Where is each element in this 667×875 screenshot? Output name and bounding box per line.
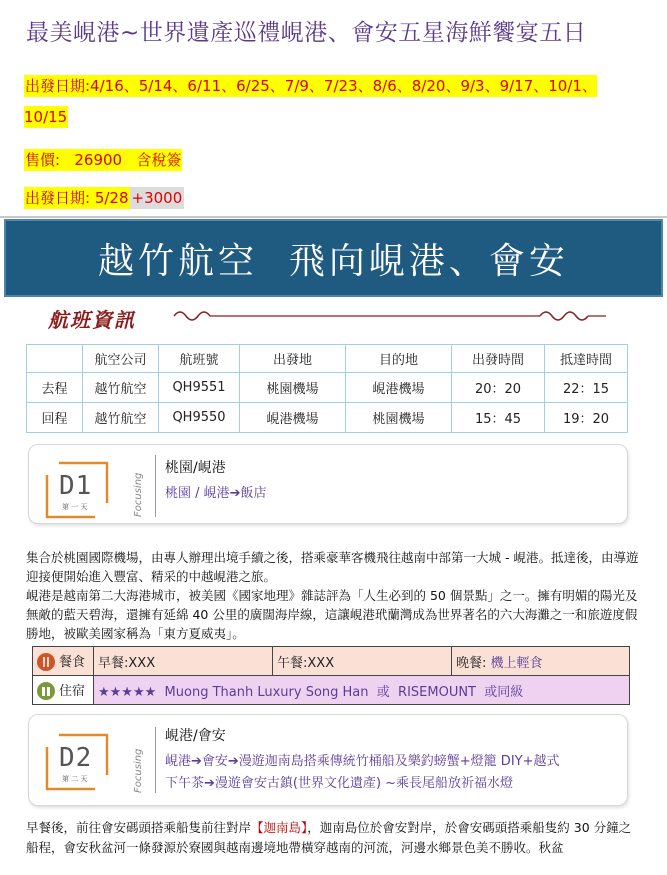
meal-icon — [37, 653, 55, 671]
day1-focusing-label: Focusing — [133, 472, 144, 517]
table-header-cell: 航班號 — [159, 345, 240, 373]
day1-title: 桃園/峴港 — [165, 460, 226, 476]
table-cell: QH9551 — [159, 373, 240, 403]
day2-focusing-label: Focusing — [133, 748, 144, 793]
table-cell: 越竹航空 — [83, 373, 159, 403]
divider — [155, 455, 156, 517]
day2-badge-sub: 第 二 天 — [62, 775, 88, 783]
day2-title: 峴港/會安 — [165, 728, 226, 744]
day2-badge-number: D2 — [59, 743, 93, 773]
stay-row — [33, 676, 630, 705]
meal-row — [33, 647, 630, 676]
table-header-cell: 出發地 — [240, 345, 346, 373]
day1-badge-number: D1 — [59, 471, 93, 501]
dinner-cell: 晚餐: 機上輕食 — [452, 647, 630, 676]
table-cell: 越竹航空 — [83, 403, 159, 433]
hotel-icon — [37, 682, 55, 700]
day2-route: 峴港➔會安➔漫遊迦南島搭乘傳統竹桶船及樂釣螃蟹+燈籠 DIY+越式 下午茶➔漫遊會安古鎮(世界文化遺產) ~乘長尾船放祈福水燈 — [165, 754, 560, 791]
departure-special: 出發日期: 5/28 +3000 — [25, 189, 183, 207]
table-row — [27, 403, 628, 433]
day1-meal-stay-table — [32, 646, 630, 705]
table-cell: 桃園機場 — [240, 373, 346, 403]
divider — [0, 216, 667, 218]
breakfast-cell: 早餐:XXX — [94, 647, 273, 676]
star-rating-icon: ★★★★★ — [98, 684, 157, 700]
day2-header-box — [28, 714, 628, 806]
airline-banner: 越竹航空 飛向峴港、會安 — [4, 219, 663, 297]
table-cell: 桃園機場 — [346, 403, 452, 433]
divider — [155, 727, 156, 793]
table-header-cell: 出發時間 — [452, 345, 545, 373]
stay-cell: ★★★★★ Muong Thanh Luxury Song Han 或 RISEMOUNT 或同級 — [94, 676, 630, 705]
table-header-cell: 目的地 — [346, 345, 452, 373]
table-cell: 22：15 — [545, 373, 628, 403]
price: 售價: 26900 含稅簽 — [25, 151, 182, 169]
table-cell: 19：20 — [545, 403, 628, 433]
table-cell: 15：45 — [452, 403, 545, 433]
departure-dates: 出發日期:4/16、5/14、6/11、6/25、7/9、7/23、8/6、8/20、9/3、9/17、10/1、10/15 — [24, 77, 597, 126]
day1-badge-sub: 第 一 天 — [62, 503, 88, 511]
day2-badge — [45, 733, 115, 791]
table-header-row — [27, 345, 628, 373]
ornament-line-icon — [170, 306, 610, 326]
day1-route: 桃園 / 峴港➔飯店 — [165, 486, 267, 501]
page-title: 最美峴港~世界遺產巡禮峴港、會安五星海鮮饗宴五日 — [26, 20, 587, 46]
day1-badge — [45, 461, 115, 519]
meal-label-cell: 餐食 — [33, 647, 94, 676]
table-cell: 峴港機場 — [346, 373, 452, 403]
table-cell: 峴港機場 — [240, 403, 346, 433]
table-cell: 回程 — [27, 403, 83, 433]
day1-description: 集合於桃園國際機場，由專人辦理出境手續之後，搭乘豪華客機飛往越南中部第一大城 - 峴港。抵達後，由導遊迎接便開始進入豐富、精采的中越峴港之旅。 峴港是越南第二大海港城市，被美國《國家地理》雜誌評為「人生必到的 50 個景點」之一。擁有明媚的陽光及無敵的藍天碧海，還擁有延綿 40 公里的廣闊海岸線，這讓峴港玳蘭灣成為世界著名的六大海灘之一和旅遊度假勝地，被歐美國家稱為「東方夏威夷」。 — [26, 550, 639, 641]
table-header-cell — [27, 345, 83, 373]
flight-info-title: 航班資訊 — [48, 308, 136, 332]
table-cell: 去程 — [27, 373, 83, 403]
day1-header-box — [28, 444, 628, 524]
table-cell: QH9550 — [159, 403, 240, 433]
stay-label-cell: 住宿 — [33, 676, 94, 705]
lunch-cell: 午餐:XXX — [273, 647, 452, 676]
table-row — [27, 373, 628, 403]
table-header-cell: 航空公司 — [83, 345, 159, 373]
table-cell: 20：20 — [452, 373, 545, 403]
flight-table — [26, 344, 628, 433]
table-header-cell: 抵達時間 — [545, 345, 628, 373]
day2-description: 早餐後，前往會安碼頭搭乘船隻前往對岸【迦南島】，迦南島位於會安對岸，於會安碼頭搭乘船隻約 30 分鐘之船程，會安秋盆河一條發源於寮國與越南邊境地帶橫穿越南的河流，河邊水鄉景色美不勝收。秋盆 — [26, 820, 632, 855]
